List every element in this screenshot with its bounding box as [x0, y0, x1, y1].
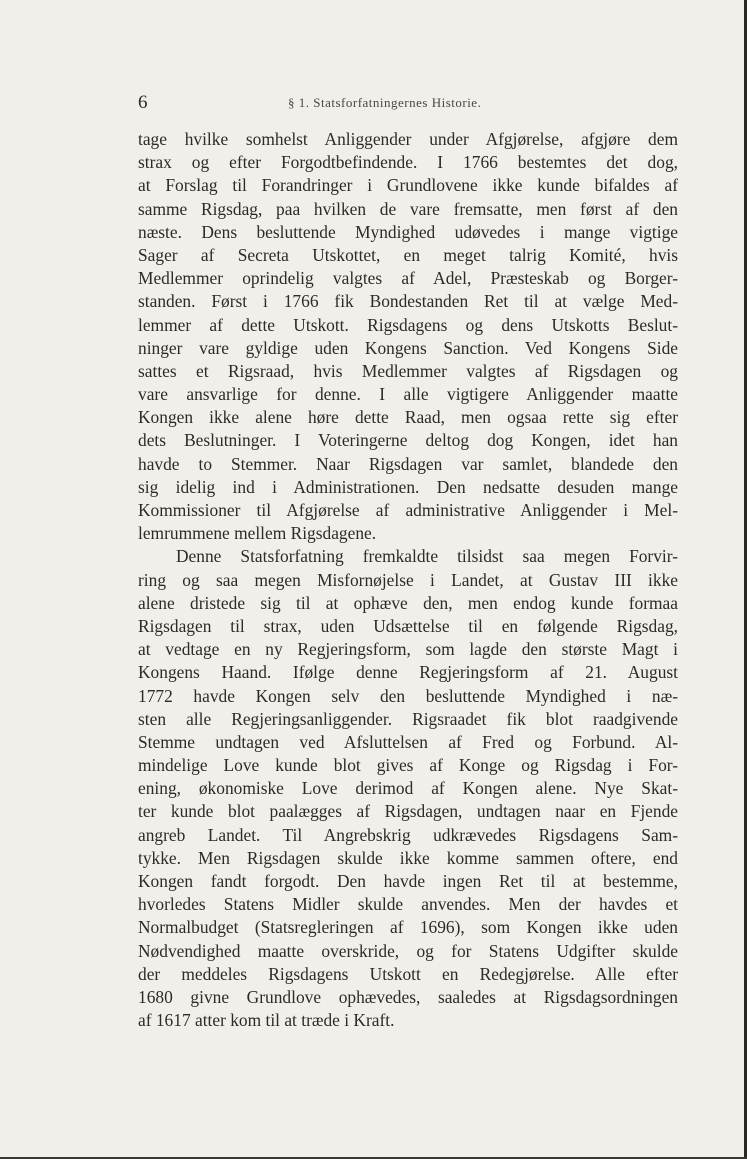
text-line: Sager af Secreta Utskottet, en meget talrig Komité, hvis	[138, 244, 678, 265]
text-line: Medlemmer oprindelig valgtes af Adel, Præsteskab og Borger-	[138, 268, 678, 289]
text-line: samme Rigsdag, paa hvilken de vare fremsatte, men først af den	[138, 198, 678, 219]
page-number: 6	[138, 92, 148, 113]
text-line: mindelige Love kunde blot gives af Konge og Rigsdag i For-	[138, 755, 678, 776]
text-line: ring og saa megen Misfornøjelse i Landet, at Gustav III ikke	[138, 569, 678, 590]
text-line: Nødvendighed maatte overskride, og for Statens Udgifter skulde	[138, 940, 678, 961]
text-line: sten alle Regjeringsanliggender. Rigsraadet fik blot raadgivende	[138, 708, 678, 729]
text-line: sig idelig ind i Administrationen. Den nedsatte desuden mange	[138, 476, 678, 497]
text-line: angreb Landet. Til Angrebskrig udkrævedes Rigsdagens Sam-	[138, 824, 678, 845]
text-line: Kommissioner til Afgjørelse af administrative Anliggender i Mel-	[138, 500, 678, 520]
text-line: Kongens Haand. Ifølge denne Regjeringsform af 21. August	[138, 662, 678, 683]
text-line: Stemme undtagen ved Afsluttelsen af Fred og Forbund. Al-	[138, 731, 678, 752]
paragraph	[138, 128, 678, 545]
text-line: Rigsdagen til strax, uden Udsættelse til en følgende Rigsdag,	[138, 615, 678, 636]
text-line: standen. Først i 1766 fik Bondestanden Ret til at vælge Med-	[138, 291, 678, 312]
text-line: Denne Statsforfatning fremkaldte tilsidst saa megen Forvir-	[176, 546, 678, 567]
text-line: 1772 havde Kongen selv den besluttende Myndighed i næ-	[138, 685, 678, 706]
text-line: alene dristede sig til at ophæve den, men endog kunde formaa	[138, 592, 678, 613]
text-line: havde to Stemmer. Naar Rigsdagen var samlet, blandede den	[138, 453, 678, 474]
text-line: at Forslag til Forandringer i Grundlovene ikke kunde bifaldes af	[138, 175, 678, 196]
text-line: strax og efter Forgodtbefindende. I 1766 bestemtes det dog,	[138, 152, 678, 173]
text-line: at vedtage en ny Regjeringsform, som lagde den største Magt i	[138, 639, 678, 660]
text-line: næste. Dens besluttende Myndighed udøvedes i mange vigtige	[138, 221, 678, 242]
text-line: Normalbudget (Statsregleringen af 1696), som Kongen ikke uden	[138, 917, 678, 938]
text-line: af 1617 atter kom til at træde i Kraft.	[138, 1010, 395, 1031]
text-line: Kongen ikke alene høre dette Raad, men ogsaa rette sig efter	[138, 407, 678, 428]
text-line: ening, økonomiske Love derimod af Kongen alene. Nye Skat-	[138, 778, 678, 799]
text-line: sattes et Rigsraad, hvis Medlemmer valgtes af Rigsdagen og	[138, 360, 678, 381]
text-line: vare ansvarlige for denne. I alle vigtigere Anliggender maatte	[138, 384, 678, 405]
text-line: tage hvilke somhelst Anliggender under Afgjørelse, afgjøre dem	[138, 129, 678, 149]
body-text	[138, 128, 678, 1032]
text-line: lemmer af dette Utskott. Rigsdagens og dens Utskotts Beslut-	[138, 314, 678, 335]
text-line: tykke. Men Rigsdagen skulde ikke komme sammen oftere, end	[138, 847, 678, 868]
page-header	[138, 92, 678, 114]
text-line: hvorledes Statens Midler skulde anvendes. Men der havdes et	[138, 894, 678, 915]
text-line: der meddeles Rigsdagens Utskott en Redegjørelse. Alle efter	[138, 963, 678, 984]
text-line: 1680 givne Grundlove ophævedes, saaledes at Rigsdagsordningen	[138, 986, 678, 1007]
running-head: § 1. Statsforfatningernes Historie.	[288, 95, 482, 110]
text-line: ninger vare gyldige uden Kongens Sanction. Ved Kongens Side	[138, 337, 678, 358]
text-line: dets Beslutninger. I Voteringerne deltog dog Kongen, idet han	[138, 430, 678, 451]
paragraph	[138, 545, 678, 1032]
text-line: lemrummene mellem Rigsdagene.	[138, 523, 377, 544]
text-line: ter kunde blot paalægges af Rigsdagen, undtagen naar en Fjende	[138, 801, 678, 822]
text-line: Kongen fandt forgodt. Den havde ingen Ret til at bestemme,	[138, 871, 678, 891]
